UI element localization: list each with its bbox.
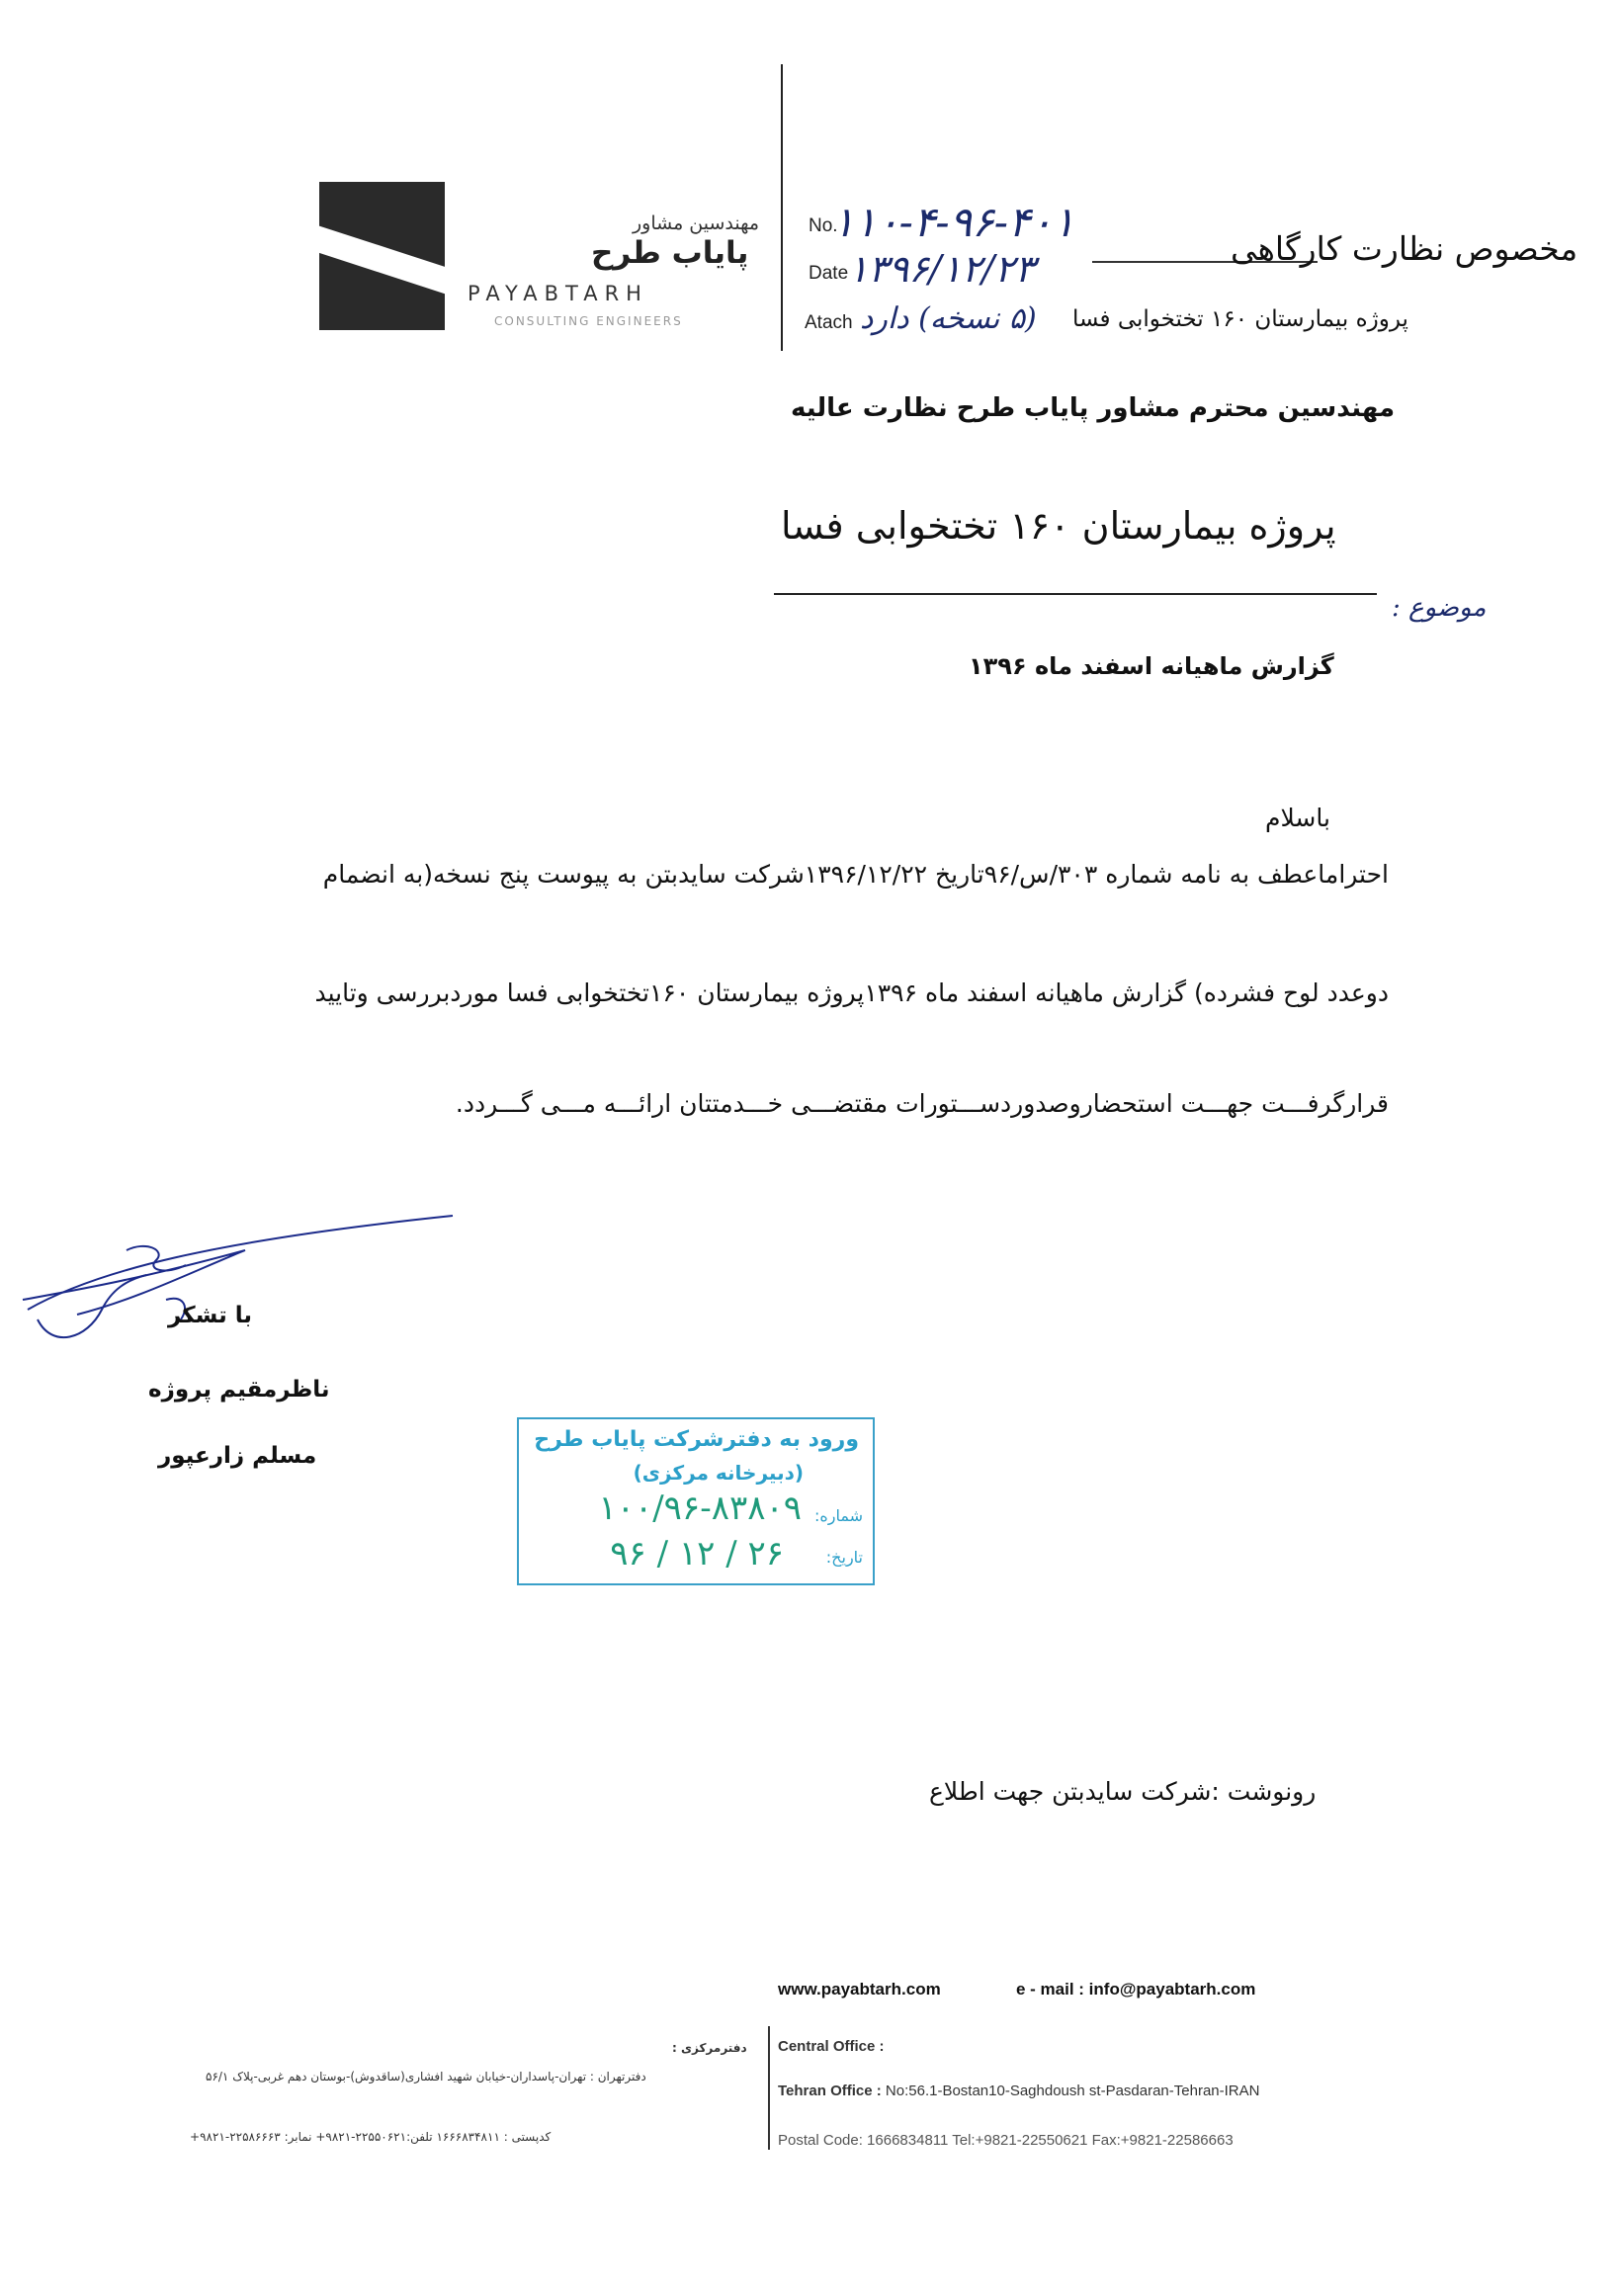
tehran-office-label: Tehran Office : [778, 2083, 882, 2099]
header-project: پروژه بیمارستان ۱۶۰ تختخوابی فسا [1072, 306, 1408, 332]
tehran-office-address [778, 2083, 1259, 2099]
subject-rule [774, 593, 1377, 595]
subject-text: گزارش ماهیانه اسفند ماه ۱۳۹۶ [969, 652, 1334, 680]
stamp-title: ورود به دفترشرکت پایاب طرح [534, 1427, 859, 1452]
footer-divider [768, 2026, 770, 2150]
logo-english-name: PAYABTARH [468, 282, 648, 305]
stamp-date-label: تاریخ: [825, 1548, 863, 1567]
central-office-label-fa: دفترمرکزی : [672, 2041, 747, 2055]
logo-mark [319, 182, 445, 330]
recipient: مهندسین محترم مشاور پایاب طرح نظارت عالیه [791, 393, 1396, 423]
signer-role: ناظرمقیم پروژه [148, 1377, 330, 1403]
body-line: دوعدد لوح فشرده) گزارش ماهیانه اسفند ماه ۱۳۹۶پروژه بیمارستان ۱۶۰تختخوابی فسا موردبررسی وتایید [314, 978, 1389, 1007]
stamp-subtitle: (دبیرخانه مرکزی) [633, 1461, 804, 1485]
email-link[interactable]: e - mail : info@payabtarh.com [1016, 1980, 1256, 1998]
central-office-label: Central Office : [778, 2038, 885, 2055]
greeting: باسلام [1265, 804, 1330, 832]
stamp-date-value: ۹۶ / ۱۲ / ۲۶ [610, 1534, 784, 1573]
attachment-value: (۵ نسخه) دارد [860, 301, 1037, 336]
project-title: پروژه بیمارستان ۱۶۰ تختخوابی فسا [781, 504, 1336, 548]
handwritten-signature [18, 1201, 463, 1354]
tehran-office-value: No:56.1-Bostan10-Saghdoush st-Pasdaran-Tehran-IRAN [885, 2083, 1260, 2099]
signer-name: مسلم زارعپور [158, 1443, 317, 1469]
subject-label: موضوع : [1392, 593, 1487, 623]
closing-thanks: با تشکر [168, 1303, 253, 1328]
logo-persian-name: پایاب طرح [591, 235, 749, 271]
logo-english-subtitle: CONSULTING ENGINEERS [494, 314, 683, 328]
header-title: مخصوص نظارت کارگاهی [1231, 229, 1578, 268]
stamp-number-label: شماره: [813, 1506, 863, 1525]
body-line: احتراماعطف به نامه شماره ۳۰۳/س/۹۶تاریخ ۱۳۹۶/۱۲/۲۲شرکت سایدبتن به پیوست پنج نسخه(به انضمام [322, 860, 1389, 889]
letter-date-label: Date [809, 263, 849, 284]
attachment-label: Atach [805, 312, 853, 333]
postal-contact-en: Postal Code: 1666834811 Tel:+9821-22550621 Fax:+9821-22586663 [778, 2132, 1234, 2149]
letter-number-value: ۱۱۰-۴-۹۶-۴۰۱ [832, 198, 1075, 246]
body-line: قرارگرفـــت جهـــت استحضاروصدوردســـتورات مقتضـــی خـــدمتتان ارائـــه مـــی گـــردد. [455, 1089, 1389, 1118]
tehran-office-address-fa: دفترتهران : تهران-پاسداران-خیابان شهید افشاری(ساقدوش)-بوستان دهم غربی-پلاک ۵۶/۱ [206, 2070, 646, 2083]
meta-divider [781, 64, 783, 351]
cc-line: رونوشت :شرکت سایدبتن جهت اطلاع [929, 1777, 1317, 1806]
stamp-number-value: ۱۰۰/۹۶-۸۳۸۰۹ [598, 1488, 802, 1528]
letter-number-label: No. [809, 215, 838, 236]
logo-persian-subtitle: مهندسین مشاور [633, 213, 760, 234]
letter-date-value: ۱۳۹۶/۱۲/۲۳ [848, 247, 1035, 291]
received-stamp [517, 1417, 875, 1585]
website-link[interactable]: www.payabtarh.com [778, 1980, 941, 1998]
postal-contact-fa: کدپستی : ۱۶۶۶۸۳۴۸۱۱ تلفن:۲۲۵۵۰۶۲۱-۹۸۲۱+ نمابر: ۲۲۵۸۶۶۶۳-۹۸۲۱+ [190, 2130, 552, 2144]
